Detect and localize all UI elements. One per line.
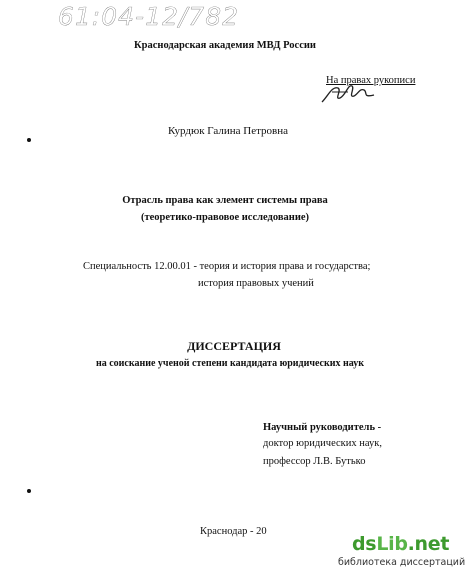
- dissertation-title-subtitle: (теоретико-правовое исследование): [140, 212, 310, 223]
- watermark-brand-c: .net: [407, 533, 450, 555]
- manuscript-rights-note: На правах рукописи: [326, 75, 416, 86]
- watermark-logo[interactable]: [352, 533, 449, 555]
- dissertation-heading: ДИССЕРТАЦИЯ: [187, 339, 281, 353]
- watermark-tagline: библиотека диссертаций: [338, 557, 466, 568]
- degree-subheading: на соискание ученой степени кандидата юридических наук: [95, 358, 365, 369]
- specialty-line-continued: история правовых учений: [198, 278, 314, 289]
- watermark-brand-a: ds: [352, 533, 377, 555]
- author-name: Курдюк Галина Петровна: [168, 125, 288, 137]
- margin-dot: [27, 138, 31, 142]
- supervisor-degree: доктор юридических наук,: [263, 438, 382, 449]
- city-year: Краснодар - 20: [200, 526, 267, 537]
- dissertation-title: Отрасль права как элемент системы права: [122, 195, 328, 206]
- margin-dot: [27, 489, 31, 493]
- specialty-line: Специальность 12.00.01 - теория и история права и государства;: [83, 261, 371, 272]
- watermark-brand-b: Lib: [376, 533, 408, 555]
- institution-heading: Краснодарская академия МВД России: [134, 40, 316, 51]
- handwritten-signature: [318, 78, 378, 108]
- supervisor-role: Научный руководитель -: [263, 422, 382, 433]
- supervisor-name: профессор Л.В. Бутько: [263, 456, 366, 467]
- archive-stamp-number: 61:04-12/782: [58, 2, 240, 31]
